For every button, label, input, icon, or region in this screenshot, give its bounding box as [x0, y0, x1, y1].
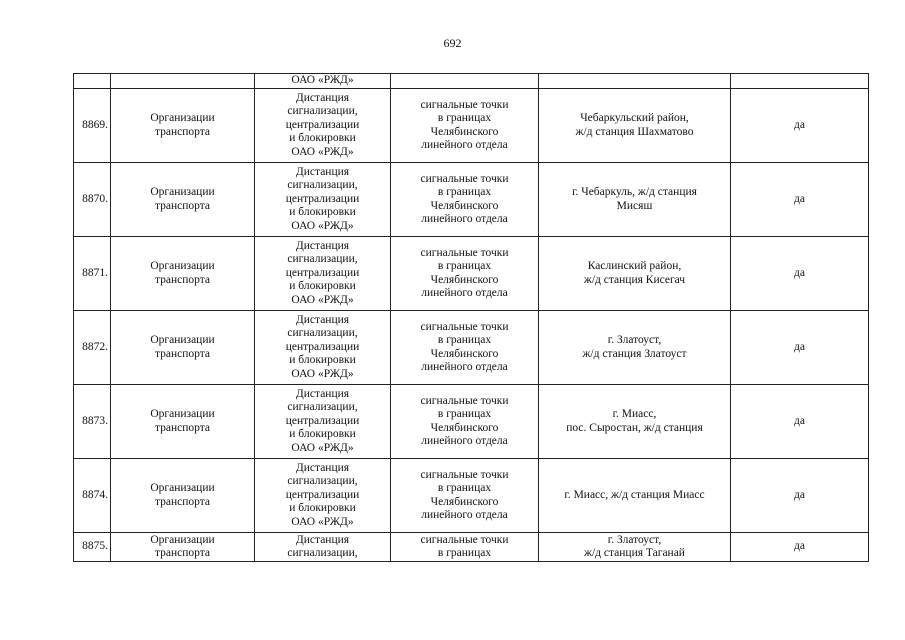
object-line: линейного отдела — [421, 361, 508, 373]
category-line: транспорта — [154, 125, 211, 138]
flag-cell: да — [731, 311, 869, 385]
flag-cell: да — [731, 89, 869, 163]
flag-cell: да — [731, 163, 869, 237]
registry-table-body — [74, 74, 869, 562]
table-row — [74, 311, 869, 385]
location-line: г. Миасс, — [612, 408, 657, 420]
location-line: Чебаркульский район, — [580, 112, 689, 124]
flag-cell — [731, 74, 869, 89]
location-line: Каслинский район, — [587, 260, 682, 272]
table-row — [74, 89, 869, 163]
location-cell — [539, 163, 731, 237]
table-row — [74, 459, 869, 533]
object-line: Челябинского — [430, 125, 499, 138]
object-line: линейного отдела — [421, 139, 508, 151]
org-line: Дистанция — [295, 165, 350, 178]
org-line: сигнализации, — [287, 401, 358, 414]
category-cell — [111, 89, 255, 163]
location-cell — [539, 459, 731, 533]
category-line: Организации — [150, 482, 215, 494]
org-line: ОАО «РЖД» — [291, 219, 354, 232]
object-line: сигнальные точки — [420, 533, 509, 546]
category-line: Организации — [150, 533, 215, 546]
org-line: и блокировки — [289, 132, 356, 145]
object-line: в границах — [437, 112, 492, 124]
object-line: в границах — [437, 547, 492, 559]
table-row — [74, 533, 869, 562]
org-line: и блокировки — [289, 428, 356, 441]
org-cell — [255, 237, 391, 311]
org-line: ОАО «РЖД» — [291, 367, 354, 380]
location-line: г. Чебаркуль, ж/д станция — [572, 186, 697, 198]
org-line: сигнализации, — [287, 547, 358, 559]
org-line: Дистанция — [295, 239, 350, 252]
location-line: ж/д станция Златоуст — [582, 347, 687, 360]
object-line: в границах — [437, 334, 492, 346]
table-row — [74, 163, 869, 237]
object-line: линейного отдела — [421, 435, 508, 447]
location-cell — [539, 311, 731, 385]
object-cell — [391, 385, 539, 459]
location-line: г. Миасс, ж/д станция Миасс — [564, 488, 705, 501]
table-row — [74, 385, 869, 459]
object-line: сигнальные точки — [420, 172, 509, 185]
category-line: транспорта — [154, 495, 211, 508]
object-line: Челябинского — [430, 273, 499, 286]
object-cell — [391, 533, 539, 562]
object-line: в границах — [437, 408, 492, 420]
org-line: Дистанция — [295, 313, 350, 326]
object-line: сигнальные точки — [420, 394, 509, 407]
category-line: Организации — [150, 186, 215, 198]
category-cell — [111, 385, 255, 459]
org-line: и блокировки — [289, 280, 356, 293]
location-cell — [539, 237, 731, 311]
org-line: ОАО «РЖД» — [291, 145, 354, 158]
object-line: Челябинского — [430, 199, 499, 212]
object-line: в границах — [437, 260, 492, 272]
org-line: ОАО «РЖД» — [291, 293, 354, 306]
object-line: в границах — [437, 482, 492, 494]
org-cell — [255, 385, 391, 459]
category-line: Организации — [150, 334, 215, 346]
location-cell — [539, 385, 731, 459]
object-line: линейного отдела — [421, 287, 508, 299]
category-line: Организации — [150, 112, 215, 124]
org-line: и блокировки — [289, 354, 356, 367]
num-cell: 8872. — [74, 311, 111, 385]
category-cell — [111, 237, 255, 311]
object-cell — [391, 163, 539, 237]
object-line: Челябинского — [430, 347, 499, 360]
num-cell: 8873. — [74, 385, 111, 459]
object-line: сигнальные точки — [420, 98, 509, 111]
location-cell — [539, 533, 731, 562]
object-cell — [391, 89, 539, 163]
org-line: и блокировки — [289, 502, 356, 515]
org-line: ОАО «РЖД» — [291, 441, 354, 454]
num-cell: 8871. — [74, 237, 111, 311]
object-cell — [391, 74, 539, 89]
org-line: сигнализации, — [287, 475, 358, 488]
category-line: Организации — [150, 408, 215, 420]
object-line: Челябинского — [430, 421, 499, 434]
org-line: Дистанция — [295, 533, 350, 546]
org-line: ОАО «РЖД» — [291, 515, 354, 528]
flag-cell: да — [731, 237, 869, 311]
location-line: ж/д станция Шахматово — [575, 125, 694, 138]
location-line: ж/д станция Таганай — [584, 547, 685, 559]
num-cell: 8869. — [74, 89, 111, 163]
org-line: сигнализации, — [287, 179, 358, 192]
page-number: 692 — [443, 36, 462, 50]
category-line: транспорта — [154, 547, 211, 559]
num-cell — [74, 74, 111, 89]
org-line: Дистанция — [295, 91, 350, 104]
num-cell: 8875. — [74, 533, 111, 562]
carry-over-row — [74, 74, 869, 89]
category-line: транспорта — [154, 199, 211, 212]
org-line: сигнализации, — [287, 105, 358, 118]
org-cell — [255, 74, 391, 89]
object-line: линейного отдела — [421, 509, 508, 521]
registry-table — [73, 73, 869, 562]
location-cell — [539, 89, 731, 163]
object-cell — [391, 237, 539, 311]
object-line: сигнальные точки — [420, 468, 509, 481]
object-line: Челябинского — [430, 495, 499, 508]
org-line: сигнализации, — [287, 327, 358, 340]
org-line: Дистанция — [295, 387, 350, 400]
category-cell — [111, 311, 255, 385]
org-line: централизации — [285, 340, 360, 353]
org-cell — [255, 533, 391, 562]
org-line: централизации — [285, 192, 360, 205]
category-cell — [111, 74, 255, 89]
object-line: сигнальные точки — [420, 320, 509, 333]
location-line: пос. Сыростан, ж/д станция — [566, 421, 703, 434]
table-row — [74, 237, 869, 311]
object-cell — [391, 311, 539, 385]
location-line: Мисяш — [616, 199, 653, 212]
category-cell — [111, 459, 255, 533]
category-line: Организации — [150, 260, 215, 272]
num-cell: 8870. — [74, 163, 111, 237]
org-cell — [255, 459, 391, 533]
location-line: г. Златоуст, — [607, 533, 662, 546]
category-line: транспорта — [154, 421, 211, 434]
org-line: централизации — [285, 488, 360, 501]
org-line: ОАО «РЖД» — [291, 74, 354, 87]
flag-cell: да — [731, 385, 869, 459]
org-line: сигнализации, — [287, 253, 358, 266]
location-line: ж/д станция Кисегач — [583, 273, 686, 286]
category-line: транспорта — [154, 347, 211, 360]
org-line: и блокировки — [289, 206, 356, 219]
org-cell — [255, 163, 391, 237]
num-cell: 8874. — [74, 459, 111, 533]
flag-cell: да — [731, 533, 869, 562]
category-line: транспорта — [154, 273, 211, 286]
org-line: Дистанция — [295, 461, 350, 474]
object-line: в границах — [437, 186, 492, 198]
org-line: централизации — [285, 414, 360, 427]
org-cell — [255, 89, 391, 163]
object-line: линейного отдела — [421, 213, 508, 225]
org-line: централизации — [285, 266, 360, 279]
location-line: г. Златоуст, — [607, 334, 662, 346]
category-cell — [111, 163, 255, 237]
org-cell — [255, 311, 391, 385]
org-line: централизации — [285, 118, 360, 131]
object-line: сигнальные точки — [420, 246, 509, 259]
object-cell — [391, 459, 539, 533]
location-cell — [539, 74, 731, 89]
flag-cell: да — [731, 459, 869, 533]
category-cell — [111, 533, 255, 562]
